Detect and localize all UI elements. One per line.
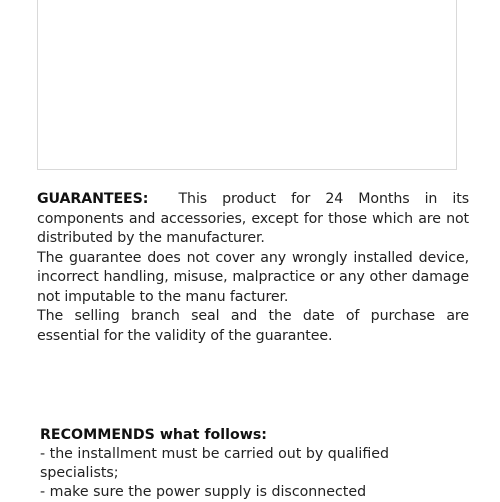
seal-paragraph: The selling branch seal and the date of purchase are essential for the validity of the guarantee. (37, 308, 469, 344)
list-item: - make sure the power supply is disconnected (40, 484, 367, 500)
recommends-section (40, 426, 470, 502)
guarantees-text: This product for 24 Months in its components and accessories, except for those which are not distributed by the manufacturer. (37, 191, 469, 246)
empty-frame-box (37, 0, 457, 170)
recommends-heading: RECOMMENDS what follows: (40, 427, 267, 443)
guarantees-paragraph (37, 190, 469, 249)
list-item: - the installment must be carried out by qualified specialists; (40, 446, 390, 481)
coverage-paragraph: The guarantee does not cover any wrongly installed device, incorrect handling, misuse, malpractice or any other damage not imputable to the manu facturer. (37, 249, 469, 305)
guarantee-section (37, 190, 469, 346)
recommends-list (40, 445, 470, 502)
guarantees-label: GUARANTEES: (37, 191, 149, 207)
